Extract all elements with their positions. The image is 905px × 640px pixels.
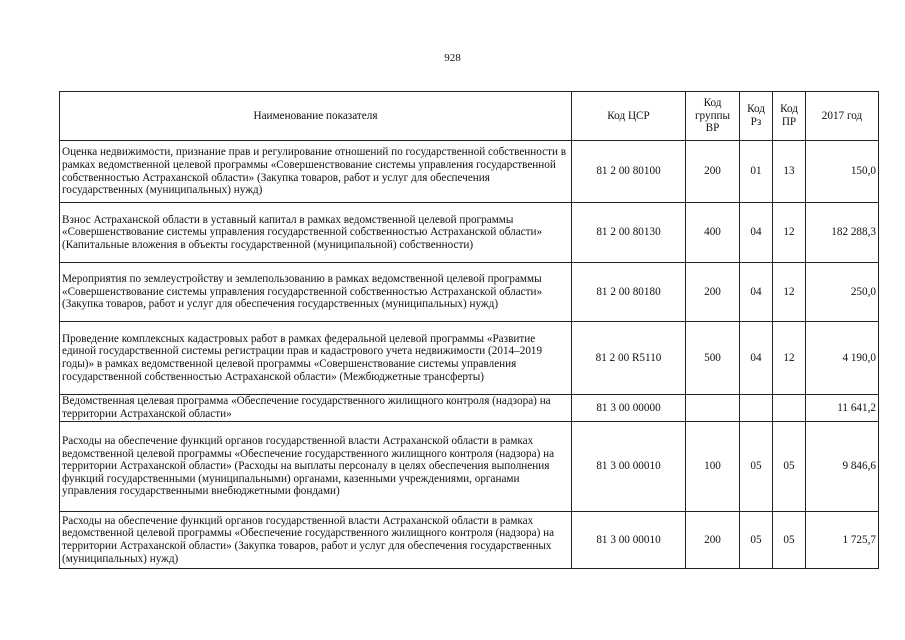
table-row (60, 203, 879, 263)
table-row (60, 512, 879, 569)
row-rz: 04 (740, 203, 773, 263)
row-vr: 200 (686, 512, 740, 569)
row-rz: 01 (740, 141, 773, 203)
row-rz (740, 395, 773, 422)
row-rz: 05 (740, 512, 773, 569)
header-year: 2017 год (806, 92, 879, 141)
header-rz: Код Рз (740, 92, 773, 141)
row-pr: 05 (773, 422, 806, 512)
row-vr: 500 (686, 322, 740, 395)
row-amount: 9 846,6 (806, 422, 879, 512)
row-name: Оценка недвижимости, признание прав и регулирование отношений по государственной собственности в рамках ведомственной целевой программы «Совершенствование системы управления государственной собственностью Астраханской области» (Закупка товаров, работ и услуг для обеспечения государственных (муниципальных) нужд) (60, 141, 572, 203)
page-number: 928 (444, 52, 461, 64)
row-csr: 81 2 00 R5110 (572, 322, 686, 395)
row-vr: 200 (686, 141, 740, 203)
row-name: Мероприятия по землеустройству и землепользованию в рамках ведомственной целевой программы «Совершенствование системы управления государственной собственностью Астраханской области» (Закупка товаров, работ и услуг для обеспечения государственных (муниципальных) нужд) (60, 263, 572, 322)
row-csr: 81 3 00 00000 (572, 395, 686, 422)
header-csr: Код ЦСР (572, 92, 686, 141)
row-amount: 182 288,3 (806, 203, 879, 263)
row-csr: 81 2 00 80130 (572, 203, 686, 263)
row-csr: 81 3 00 00010 (572, 422, 686, 512)
table-row (60, 422, 879, 512)
row-amount: 4 190,0 (806, 322, 879, 395)
row-vr: 100 (686, 422, 740, 512)
row-csr: 81 2 00 80180 (572, 263, 686, 322)
row-pr (773, 395, 806, 422)
table-row (60, 395, 879, 422)
row-csr: 81 3 00 00010 (572, 512, 686, 569)
row-vr: 400 (686, 203, 740, 263)
row-pr: 12 (773, 203, 806, 263)
row-vr: 200 (686, 263, 740, 322)
row-csr: 81 2 00 80100 (572, 141, 686, 203)
row-pr: 13 (773, 141, 806, 203)
header-pr: Код ПР (773, 92, 806, 141)
row-name: Расходы на обеспечение функций органов государственной власти Астраханской области в рамках ведомственной целевой программы «Обеспечение государственного жилищного контроля (надзора) на территории Астраханской области» (Расходы на выплаты персоналу в целях обеспечения выполнения функций государственными (муниципальными) органами, казенными учреждениями, органами управления государственными внебюджетными фондами) (60, 422, 572, 512)
row-pr: 12 (773, 263, 806, 322)
row-rz: 05 (740, 422, 773, 512)
row-amount: 250,0 (806, 263, 879, 322)
row-vr (686, 395, 740, 422)
row-pr: 12 (773, 322, 806, 395)
table-row (60, 263, 879, 322)
row-name: Проведение комплексных кадастровых работ в рамках федеральной целевой программы «Развитие единой государственной системы регистрации прав и кадастрового учета недвижимости (2014–2019 годы)» в рамках ведомственной целевой программы «Совершенствование системы управления государственной собственностью Астраханской области» (Межбюджетные трансферты) (60, 322, 572, 395)
table-header-row (60, 92, 879, 141)
header-name: Наименование показателя (60, 92, 572, 141)
row-name: Взнос Астраханской области в уставный капитал в рамках ведомственной целевой программы «Совершенствование системы управления государственной собственностью Астраханской области» (Капитальные вложения в объекты государственной (муниципальной) собственности) (60, 203, 572, 263)
row-amount: 150,0 (806, 141, 879, 203)
budget-table (59, 91, 879, 569)
header-vr: Код группы ВР (686, 92, 740, 141)
row-rz: 04 (740, 322, 773, 395)
row-amount: 1 725,7 (806, 512, 879, 569)
table-row (60, 322, 879, 395)
row-pr: 05 (773, 512, 806, 569)
row-name: Ведомственная целевая программа «Обеспечение государственного жилищного контроля (надзора) на территории Астраханской области» (60, 395, 572, 422)
row-amount: 11 641,2 (806, 395, 879, 422)
table-row (60, 141, 879, 203)
row-rz: 04 (740, 263, 773, 322)
row-name: Расходы на обеспечение функций органов государственной власти Астраханской области в рамках ведомственной целевой программы «Обеспечение государственного жилищного контроля (надзора) на территории Астраханской области» (Закупка товаров, работ и услуг для обеспечения государственных (муниципальных) нужд) (60, 512, 572, 569)
